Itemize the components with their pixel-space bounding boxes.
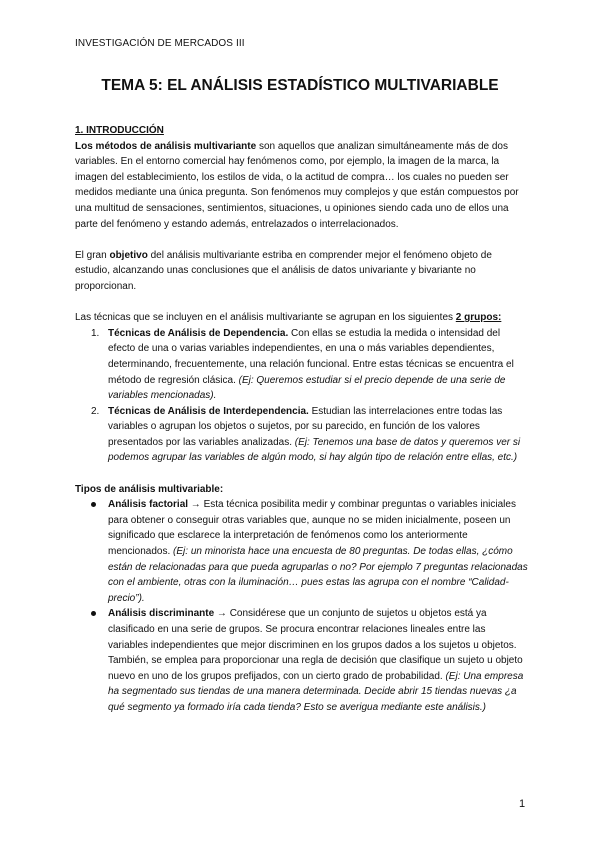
page-title: TEMA 5: EL ANÁLISIS ESTADÍSTICO MULTIVARIABLE [101, 77, 499, 94]
section-heading: 1. INTRODUCCIÓN [75, 125, 164, 136]
objective-paragraph [75, 248, 528, 295]
list-item [108, 606, 528, 715]
list-item [108, 497, 528, 606]
list-item [91, 326, 528, 404]
groups-intro-text: Las técnicas que se incluyen en el análisis multivariante se agrupan en los siguientes [75, 312, 456, 324]
groups-count: 2 grupos: [455, 312, 502, 324]
list-item-example: (Ej: Queremos estudiar si el precio depende de una serie de variables mencionadas). [108, 374, 506, 402]
types-list [75, 497, 528, 715]
list-item-example: (Ej: Tenemos una base de datos y queremos ver si podemos agrupar las variables de algún modo, si hay algún tipo de relación entre ellas, etc.) [108, 436, 521, 464]
intro-text: son aquellos que analizan simultáneamente más de dos variables. En el entorno comercial hay fenómenos como, por ejemplo, la imagen de la marca, la imagen del establecimiento, los estilos de vida, o la actitud de compra… los cuales no pueden ser medidos mediante una única pregunta. Son fenómenos muy complejos y que están compuestos por una multitud de sensaciones, sentimientos, situaciones, u opiniones siendo cada uno de ellos una parte del fenómeno y estando además, entrelazados o interrelacionados. [75, 140, 519, 230]
bullet-icon [91, 502, 96, 507]
list-number: 2. [91, 405, 100, 417]
intro-paragraph [75, 139, 528, 233]
list-item-title: Técnicas de Análisis de Dependencia. [108, 327, 289, 339]
bullet-icon [91, 611, 96, 616]
page-header: INVESTIGACIÓN DE MERCADOS III [75, 38, 245, 49]
type-text: → Considérese que un conjunto de sujetos u objetos está ya clasificado en una serie de grupos. Se procura encontrar relaciones lineales entre las variables independientes que mejor discriminen en los grupos dados a los sujetos u objetos. También, se emplea para proporcionar una regla de decisión que clasifique un sujeto u objeto nuevo en uno de los grupos prefijados, con un cierto grado de probabilidad. [108, 608, 523, 682]
list-item-title: Técnicas de Análisis de Interdependencia. [108, 405, 309, 417]
types-heading-text: Tipos de análisis multivariable: [75, 483, 224, 495]
type-title: Análisis discriminante [108, 608, 215, 620]
list-item-text: Con ellas se estudia la medida o intensidad del efecto de una o varias variables independientes, en una o más variables dependientes, determinando, frecuentemente, una relación funcional. Entre estas técnicas se encuentra el método de regresión clásica. [108, 327, 514, 386]
document-body [75, 123, 528, 716]
type-text: → Esta técnica posibilita medir y combinar preguntas o variables iniciales para obtener o conseguir otras variables que, aunque no se miden inicialmente, poseen un significado que esclarece la interpretación de fenómenos como los anteriormente mencionados. [108, 499, 516, 558]
list-item [91, 404, 528, 466]
type-title: Análisis factorial [108, 499, 189, 511]
list-item-text: Estudian las interrelaciones entre todas las variables o agrupan los objetos o sujetos, por su parecido, en función de los valores presentados por las variables analizadas. [108, 405, 503, 448]
list-number: 1. [91, 327, 100, 339]
type-example: (Ej: un minorista hace una encuesta de 80 preguntas. De todas ellas, ¿cómo están de relacionadas para que pueda agruparlas o no? Por ejemplo 7 preguntas relacionadas con el ambiente, otras con la iluminación… pues estas las agrupa con el nombre “Calidad-precio”). [108, 546, 528, 604]
type-example: (Ej: Una empresa ha segmentado sus tiendas de una manera determinada. Decide abrir 15 tiendas nuevas ¿a qué segmento ya formado iría cada tienda? Esto se averigua mediante este análisis.) [108, 670, 524, 713]
objective-text: del análisis multivariante estriba en comprender mejor el fenómeno objeto de estudio, alcanzando unas conclusiones que el análisis de datos univariante y bivariante no proporcionan. [75, 249, 492, 292]
groups-list [75, 326, 528, 466]
groups-intro-paragraph [75, 310, 528, 326]
objective-bold-term: objetivo [109, 249, 148, 261]
page-number: 1 [519, 798, 526, 810]
objective-pre: El gran [75, 249, 110, 261]
intro-bold-term: Los métodos de análisis multivariante [75, 140, 257, 152]
types-heading [75, 482, 528, 498]
